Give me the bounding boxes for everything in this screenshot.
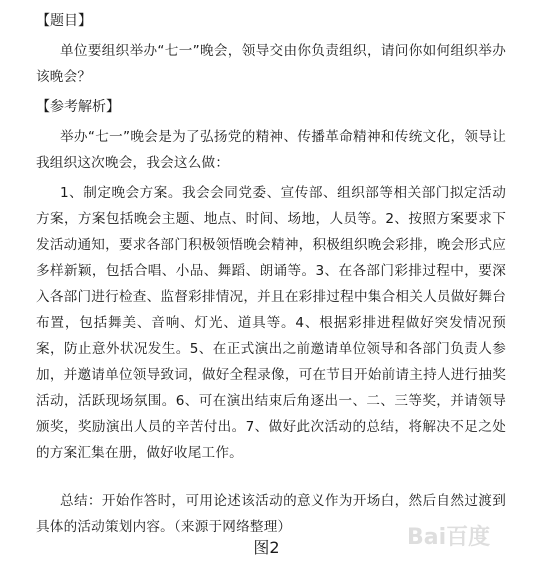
summary-paragraph: 总结：开始作答时，可用论述该活动的意义作为开场白，然后自然过渡到具体的活动策划内容。（来源于网络整理） — [36, 493, 506, 535]
topic-heading: 【题目】 — [36, 13, 92, 29]
figure-caption: 图2 — [253, 538, 280, 557]
watermark-text: Bai百度 — [407, 525, 491, 550]
analysis-heading: 【参考解析】 — [36, 99, 120, 115]
intro-paragraph: 举办“七一”晚会是为了弘扬党的精神、传播革命精神和传统文化，领导让我组织这次晚会，我会这么做： — [36, 129, 506, 171]
question-paragraph: 单位要组织举办“七一”晚会，领导交由你负责组织，请问你如何组织举办该晚会？ — [36, 43, 506, 85]
steps-paragraph: 1、制定晚会方案。我会会同党委、宣传部、组织部等相关部门拟定活动方案，方案包括晚会主题、地点、时间、场地，人员等。2、按照方案要求下发活动通知，要求各部门积极领悟晚会精神，积极组织晚会彩排，晚会形式应多样新颖，包括合唱、小品、舞蹈、朗诵等。3、在各部门彩排过程中，要深入各部门进行检查、监督彩排情况，并且在彩排过程中集合相关人员做好舞台布置，包括舞美、音响、灯光、道具等。4、根据彩排进程做好突发情况预案，防止意外状况发生。5、在正式演出之前邀请单位领导和各部门负责人参加，并邀请单位领导致词，做好全程录像，可在节目开始前请主持人进行抽奖活动，活跃现场氛围。6、可在演出结束后角逐出一、二、三等奖，并请领导颁奖，奖励演出人员的辛苦付出。7、做好此次活动的总结，将解决不足之处的方案汇集在册，做好收尾工作。 — [36, 185, 506, 461]
